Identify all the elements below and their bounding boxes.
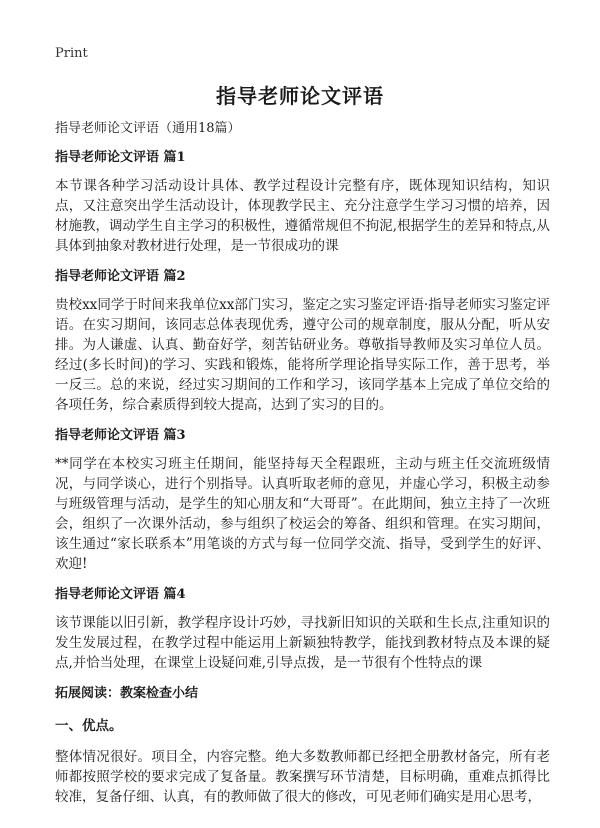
section-3 <box>55 427 550 574</box>
section-heading: 指导老师论文评语 篇1 <box>55 150 186 165</box>
section-2 <box>55 268 550 415</box>
document-subtitle: 指导老师论文评语（通用18篇） <box>55 121 241 136</box>
section-body: 贵校xx同学于时间来我单位xx部门实习，鉴定之实习鉴定评语·指导老师实习鉴定评语。在实习期间，该同志总体表现优秀，遵守公司的规章制度，服从分配，听从安排。为人谦虚、认真、勤奋好学，刻苦钻研业务。尊敬指导教师及实习单位人员。经过(多长时间)的学习、实践和锻炼，能将所学理论指导实际工作，善于思考，举一反三。总的来说，经过实习期间的工作和学习，该同学基本上完成了单位交给的各项任务，综合素质得到较大提高，达到了实习的目的。 <box>55 297 550 413</box>
page-title: 指导老师论文评语 <box>216 84 384 108</box>
section-heading: 指导老师论文评语 篇3 <box>55 428 186 443</box>
section-body: 该节课能以旧引新，教学程序设计巧妙，寻找新旧知识的关联和生长点,注重知识的发生发展过程，在教学过程中能运用上新颖独特教学，能找到教材特点及本课的疑点,并恰当处理，在课堂上设疑问难,引导点拨，是一节很有个性特点的课 <box>55 615 550 671</box>
section-body: **同学在本校实习班主任期间，能坚持每天全程跟班，主动与班主任交流班级情况，与同学谈心，进行个别指导。认真听取老师的意见，并虚心学习，积极主动参与班级管理与活动，是学生的知心朋友和“大哥哥”。在此期间，独立主持了一次班会，组织了一次课外活动，参与组织了校运会的筹备、组织和管理。在实习期间，该生通过“家长联系本”用笔谈的方式与每一位同学交流、指导，受到学生的好评、欢迎! <box>55 456 550 572</box>
extended-reading <box>55 685 550 807</box>
extended-reading-subheading: 一、优点。 <box>55 718 123 734</box>
section-body: 本节课各种学习活动设计具体、教学过程设计完整有序，既体现知识结构，知识点，又注意突出学生活动设计，体现教学民主、充分注意学生学习习惯的培养，因材施教，调动学生自主学习的积极性，遵循常规但不拘泥,根据学生的差异和特点,从具体到抽象对教材进行处理，是一节很成功的课 <box>55 178 550 254</box>
section-1 <box>55 149 550 256</box>
section-heading: 指导老师论文评语 篇2 <box>55 269 186 284</box>
extended-reading-heading: 拓展阅读：教案检查小结 <box>55 686 199 701</box>
section-4 <box>55 586 550 673</box>
section-heading: 指导老师论文评语 篇4 <box>55 587 186 602</box>
document-content <box>55 120 550 819</box>
extended-reading-body: 整体情况很好。项目全，内容完整。绝大多数教师都已经把全册教材备完，所有老师都按照学校的要求完成了复备量。教案撰写环节清楚，目标明确，重难点抓得比较准，复备仔细、认真，有的教师做了很大的修改，可见老师们确实是用心思考， <box>55 749 550 805</box>
print-label[interactable]: Print <box>55 46 88 61</box>
